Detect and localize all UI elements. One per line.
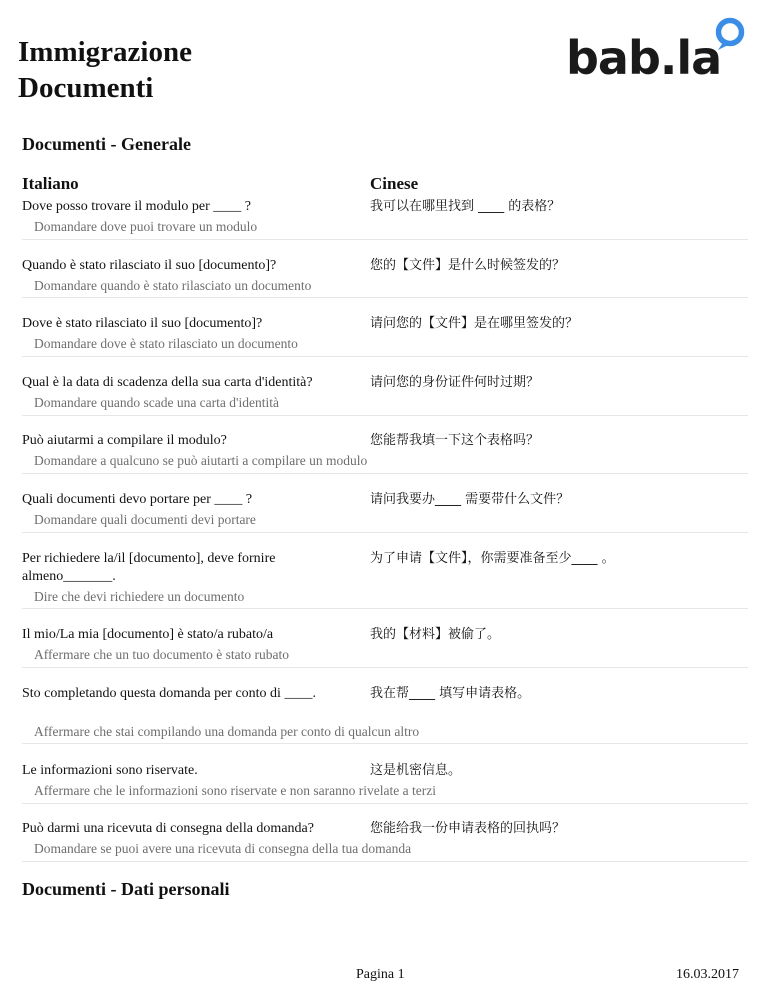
phrase-description: Affermare che un tuo documento è stato rubato [34, 647, 290, 662]
phrase-description: Affermare che stai compilando una domanda per conto di qualcun altro [34, 724, 420, 739]
italian-phrase: Quando è stato rilasciato il suo [documento]? [22, 258, 277, 273]
phrase-entry [22, 432, 748, 474]
italian-phrase: Può darmi una ricevuta di consegna della domanda? [22, 821, 314, 836]
phrase-description: Domandare se puoi avere una ricevuta di consegna della tua domanda [34, 841, 412, 856]
italian-phrase: Dove posso trovare il modulo per ____ ? [22, 199, 252, 214]
chinese-phrase: 我在帮____ 填写申请表格。 [370, 686, 531, 701]
italian-phrase: Può aiutarmi a compilare il modulo? [22, 433, 227, 448]
speech-bubble-icon [718, 21, 742, 51]
phrase-description: Affermare che le informazioni sono riservate e non saranno rivelate a terzi [34, 783, 436, 798]
phrase-description: Domandare dove è stato rilasciato un documento [34, 336, 298, 351]
chinese-phrase: 您的【文件】是什么时候签发的？ [370, 258, 566, 273]
section-title-general: Documenti - Generale [22, 134, 191, 154]
phrase-entry [22, 762, 748, 804]
phrase-description: Domandare a qualcuno se può aiutarti a compilare un modulo [34, 453, 368, 468]
page-title-line2: Documenti [18, 72, 154, 104]
phrase-entry [22, 198, 748, 240]
phrase-entry [22, 550, 748, 609]
phrase-entry [22, 626, 748, 668]
phrase-description: Domandare quando scade una carta d'identità [34, 395, 279, 410]
babla-logo [566, 16, 750, 80]
page-title [18, 34, 192, 106]
phrase-entry [22, 374, 748, 416]
section-title-personal-data: Documenti - Dati personali [22, 879, 230, 899]
italian-phrase: Qual è la data di scadenza della sua carta d'identità? [22, 375, 313, 390]
phrase-description: Domandare dove puoi trovare un modulo [34, 219, 258, 234]
phrase-entry [22, 257, 748, 298]
page-number: Pagina 1 [356, 967, 405, 982]
italian-phrase: Il mio/La mia [documento] è stato/a rubato/a [22, 627, 274, 642]
footer-date: 16.03.2017 [676, 967, 739, 982]
italian-phrase: Quali documenti devo portare per ____ ? [22, 492, 253, 507]
chinese-phrase: 请问您的身份证件何时过期？ [370, 375, 540, 390]
chinese-phrase: 这是机密信息。 [370, 763, 462, 778]
italian-phrase: Le informazioni sono riservate. [22, 763, 198, 778]
chinese-phrase: 您能给我一份申请表格的回执吗？ [370, 821, 566, 836]
italian-phrase: Dove è stato rilasciato il suo [documento]? [22, 316, 263, 331]
phrase-description: Domandare quando è stato rilasciato un documento [34, 278, 312, 293]
phrase-entry [22, 685, 748, 744]
phrase-entry [22, 315, 748, 357]
chinese-phrase: 请问您的【文件】是在哪里签发的？ [370, 316, 579, 331]
italian-phrase: Per richiedere la/il [documento], deve fornire almeno_______. [22, 551, 276, 584]
column-header-chinese: Cinese [370, 174, 419, 193]
chinese-phrase: 您能帮我填一下这个表格吗？ [370, 433, 540, 448]
column-header-italian: Italiano [22, 174, 79, 193]
italian-phrase: Sto completando questa domanda per conto di ____. [22, 686, 316, 701]
chinese-phrase: 我的【材料】被偷了。 [370, 627, 501, 642]
page-title-line1: Immigrazione [18, 36, 192, 68]
phrase-entry [22, 491, 748, 533]
chinese-phrase: 我可以在哪里找到 ____ 的表格？ [370, 199, 561, 214]
phrase-entry [22, 820, 748, 862]
phrase-description: Domandare quali documenti devi portare [34, 512, 256, 527]
logo-text: bab.la [566, 31, 722, 80]
phrase-description: Dire che devi richiedere un documento [34, 589, 245, 604]
chinese-phrase: 请问我要办____ 需要带什么文件？ [370, 492, 570, 507]
chinese-phrase: 为了申请【文件】，你需要准备至少____ 。 [370, 551, 615, 566]
